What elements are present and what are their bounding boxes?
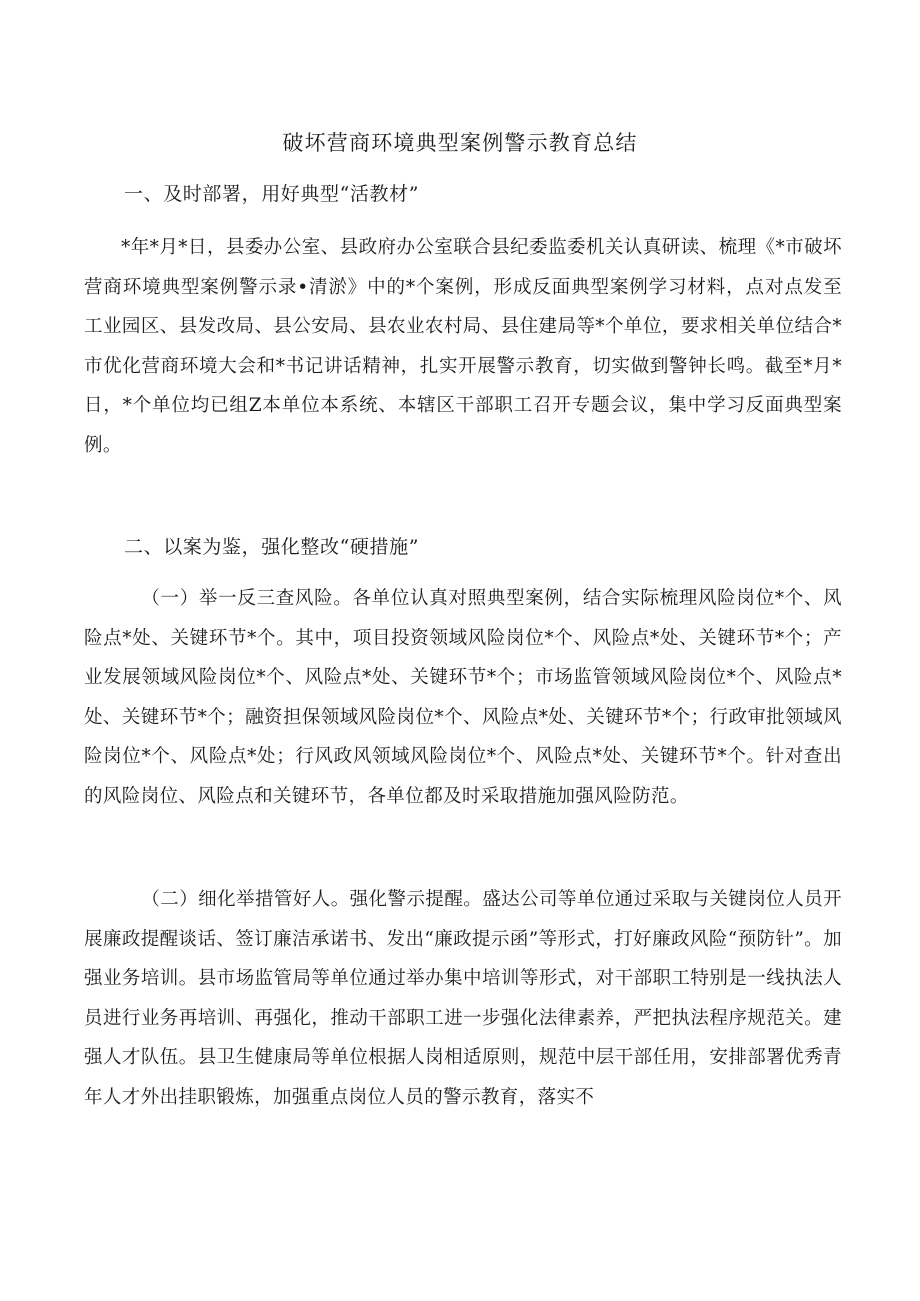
paragraph-2: （一）举一反三查风险。各单位认真对照典型案例，结合实际梳理风险岗位*个、风险点*处、关键环节*个。其中，项目投资领域风险岗位*个、风险点*处、关键环节*个；产业发展领域风险岗位*个、风险点*处、关键环节*个；市场监管领域风险岗位*个、风险点*处、关键环节*个；融资担保领域风险岗位*个、风险点*处、关键环节*个；行政审批领域风险岗位*个、风险点*处；行风政风领域风险岗位*个、风险点*处、关键环节*个。针对查出的风险岗位、风险点和关键环节，各单位都及时采取措施加强风险防范。 <box>84 588 842 807</box>
paragraph-1: *年*月*日，县委办公室、县政府办公室联合县纪委监委机关认真研读、梳理《*市破坏营商环境典型案例警示录•清淤》中的*个案例，形成反面典型案例学习材料，点对点发至工业园区、县发改局、县公安局、县农业农村局、县住建局等*个单位，要求相关单位结合*市优化营商环境大会和*书记讲话精神，扎实开展警示教育，切实做到警钟长鸣。截至*月*日，*个单位均已组Z本单位本系统、本辖区干部职工召开专题会议，集中学习反面典型案例。 <box>84 237 842 456</box>
document-title: 破坏营商环境典型案例警示教育总结 <box>282 131 638 155</box>
section-1-heading: 一、及时部署，用好典型“活教材” <box>124 183 420 205</box>
section-2-heading: 二、以案为鉴，强化整改“硬措施” <box>124 536 420 558</box>
paragraph-3: （二）细化举措管好人。强化警示提醒。盛达公司等单位通过采取与关键岗位人员开展廉政提醒谈话、签订廉洁承诺书、发出“廉政提示函”等形式，打好廉政风险“预防针”。加强业务培训。县市场监管局等单位通过举办集中培训等形式，对干部职工特别是一线执法人员进行业务再培训、再强化，推动干部职工进一步强化法律素养，严把执法程序规范关。建强人才队伍。县卫生健康局等单位根据人岗相适原则，规范中层干部任用，安排部署优秀青年人才外出挂职锻炼，加强重点岗位人员的警示教育，落实不 <box>84 889 842 1108</box>
